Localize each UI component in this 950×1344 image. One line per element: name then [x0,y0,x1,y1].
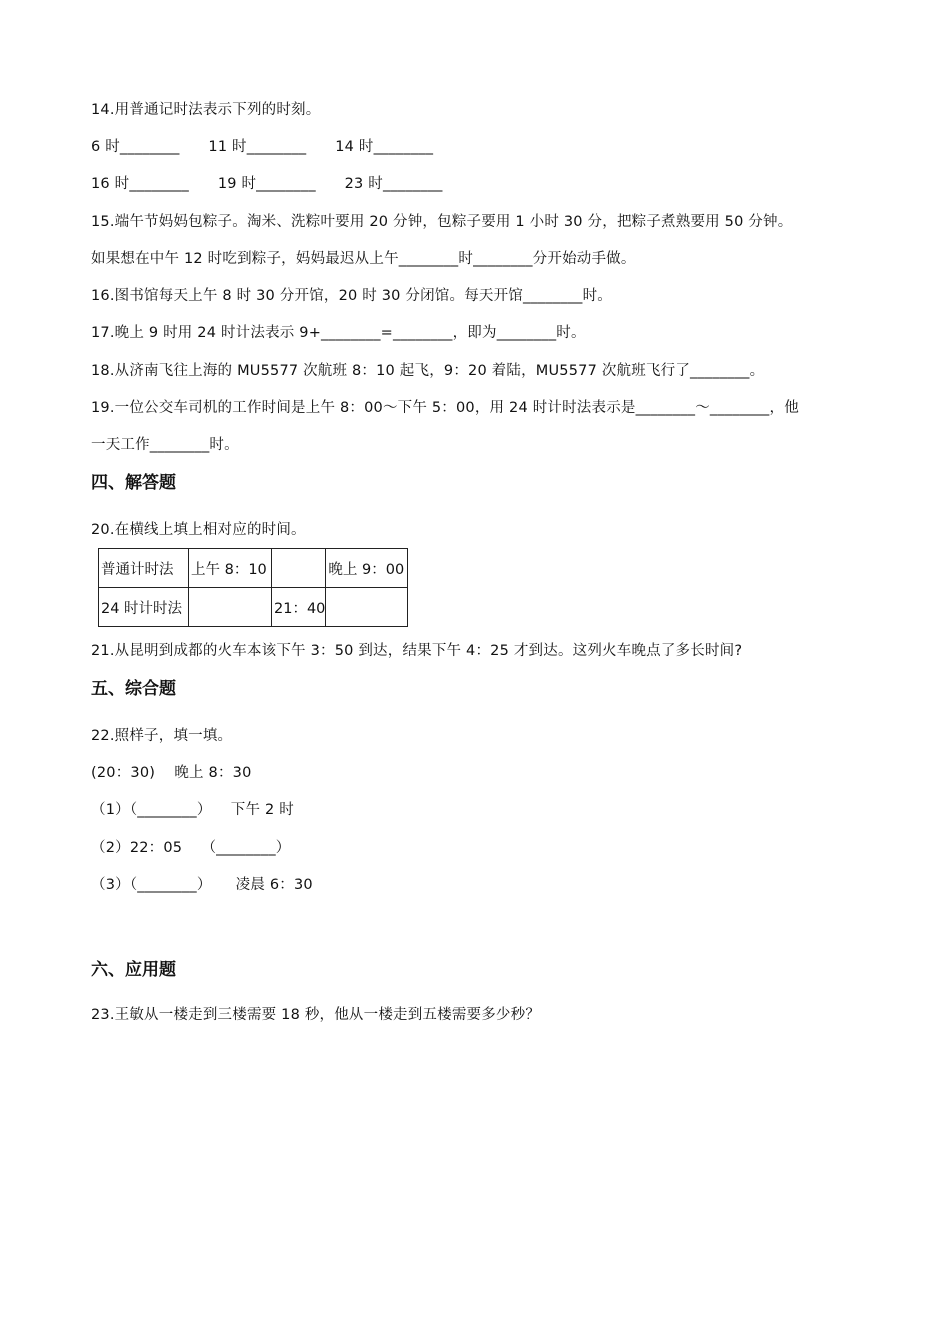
question-17: 17.晚上 9 时用 24 时计法表示 9+________=________，即为________时。 [91,325,586,341]
table-row [99,549,408,588]
question-22-item-2: （2）22：05 （________） [91,840,291,856]
table-cell: 21：40 [272,588,326,627]
question-19-line-2: 一天工作________时。 [91,437,239,453]
question-16: 16.图书馆每天上午 8 时 30 分开馆，20 时 30 分闭馆。每天开馆________时。 [91,288,612,304]
question-22: 22.照样子，填一填。 [91,728,233,744]
question-22-item-3: （3）（________） 凌晨 6：30 [91,877,313,893]
question-15-line-1: 15.端午节妈妈包粽子。淘米、洗粽叶要用 20 分钟，包粽子要用 1 小时 30 分，把粽子煮熟要用 50 分钟。 [91,214,793,230]
question-19-line-1: 19.一位公交车司机的工作时间是上午 8：00～下午 5：00，用 24 时计时法表示是________～________，他 [91,400,799,416]
table-row [99,588,408,627]
table-cell: 普通计时法 [99,549,189,588]
question-22-item-1: （1）（________） 下午 2 时 [91,802,294,818]
table-cell: 晚上 9：00 [326,549,408,588]
question-14-row-1: 6 时________ 11 时________ 14 时________ [91,139,434,155]
question-23: 23.王敏从一楼走到三楼需要 18 秒，他从一楼走到五楼需要多少秒？ [91,1007,541,1023]
question-15-line-2: 如果想在中午 12 时吃到粽子，妈妈最迟从上午________时________分开始动手做。 [91,251,636,267]
question-18: 18.从济南飞往上海的 MU5577 次航班 8：10 起飞，9：20 着陆，MU5577 次航班飞行了________。 [91,363,765,379]
table-cell: 上午 8：10 [189,549,272,588]
section-heading-5: 五、综合题 [91,679,176,699]
question-22-example: (20：30) 晚上 8：30 [91,765,252,781]
table-cell [272,549,326,588]
question-14-title: 14.用普通记时法表示下列的时刻。 [91,102,321,118]
section-heading-4: 四、解答题 [91,473,176,493]
table-cell [326,588,408,627]
table-cell [189,588,272,627]
question-14-row-2: 16 时________ 19 时________ 23 时________ [91,176,443,192]
question-20: 20.在横线上填上相对应的时间。 [91,522,306,538]
section-heading-6: 六、应用题 [91,960,176,980]
table-cell: 24 时计时法 [99,588,189,627]
time-conversion-table [98,548,408,627]
question-21: 21.从昆明到成都的火车本该下午 3：50 到达，结果下午 4：25 才到达。这列火车晚点了多长时间? [91,643,743,659]
